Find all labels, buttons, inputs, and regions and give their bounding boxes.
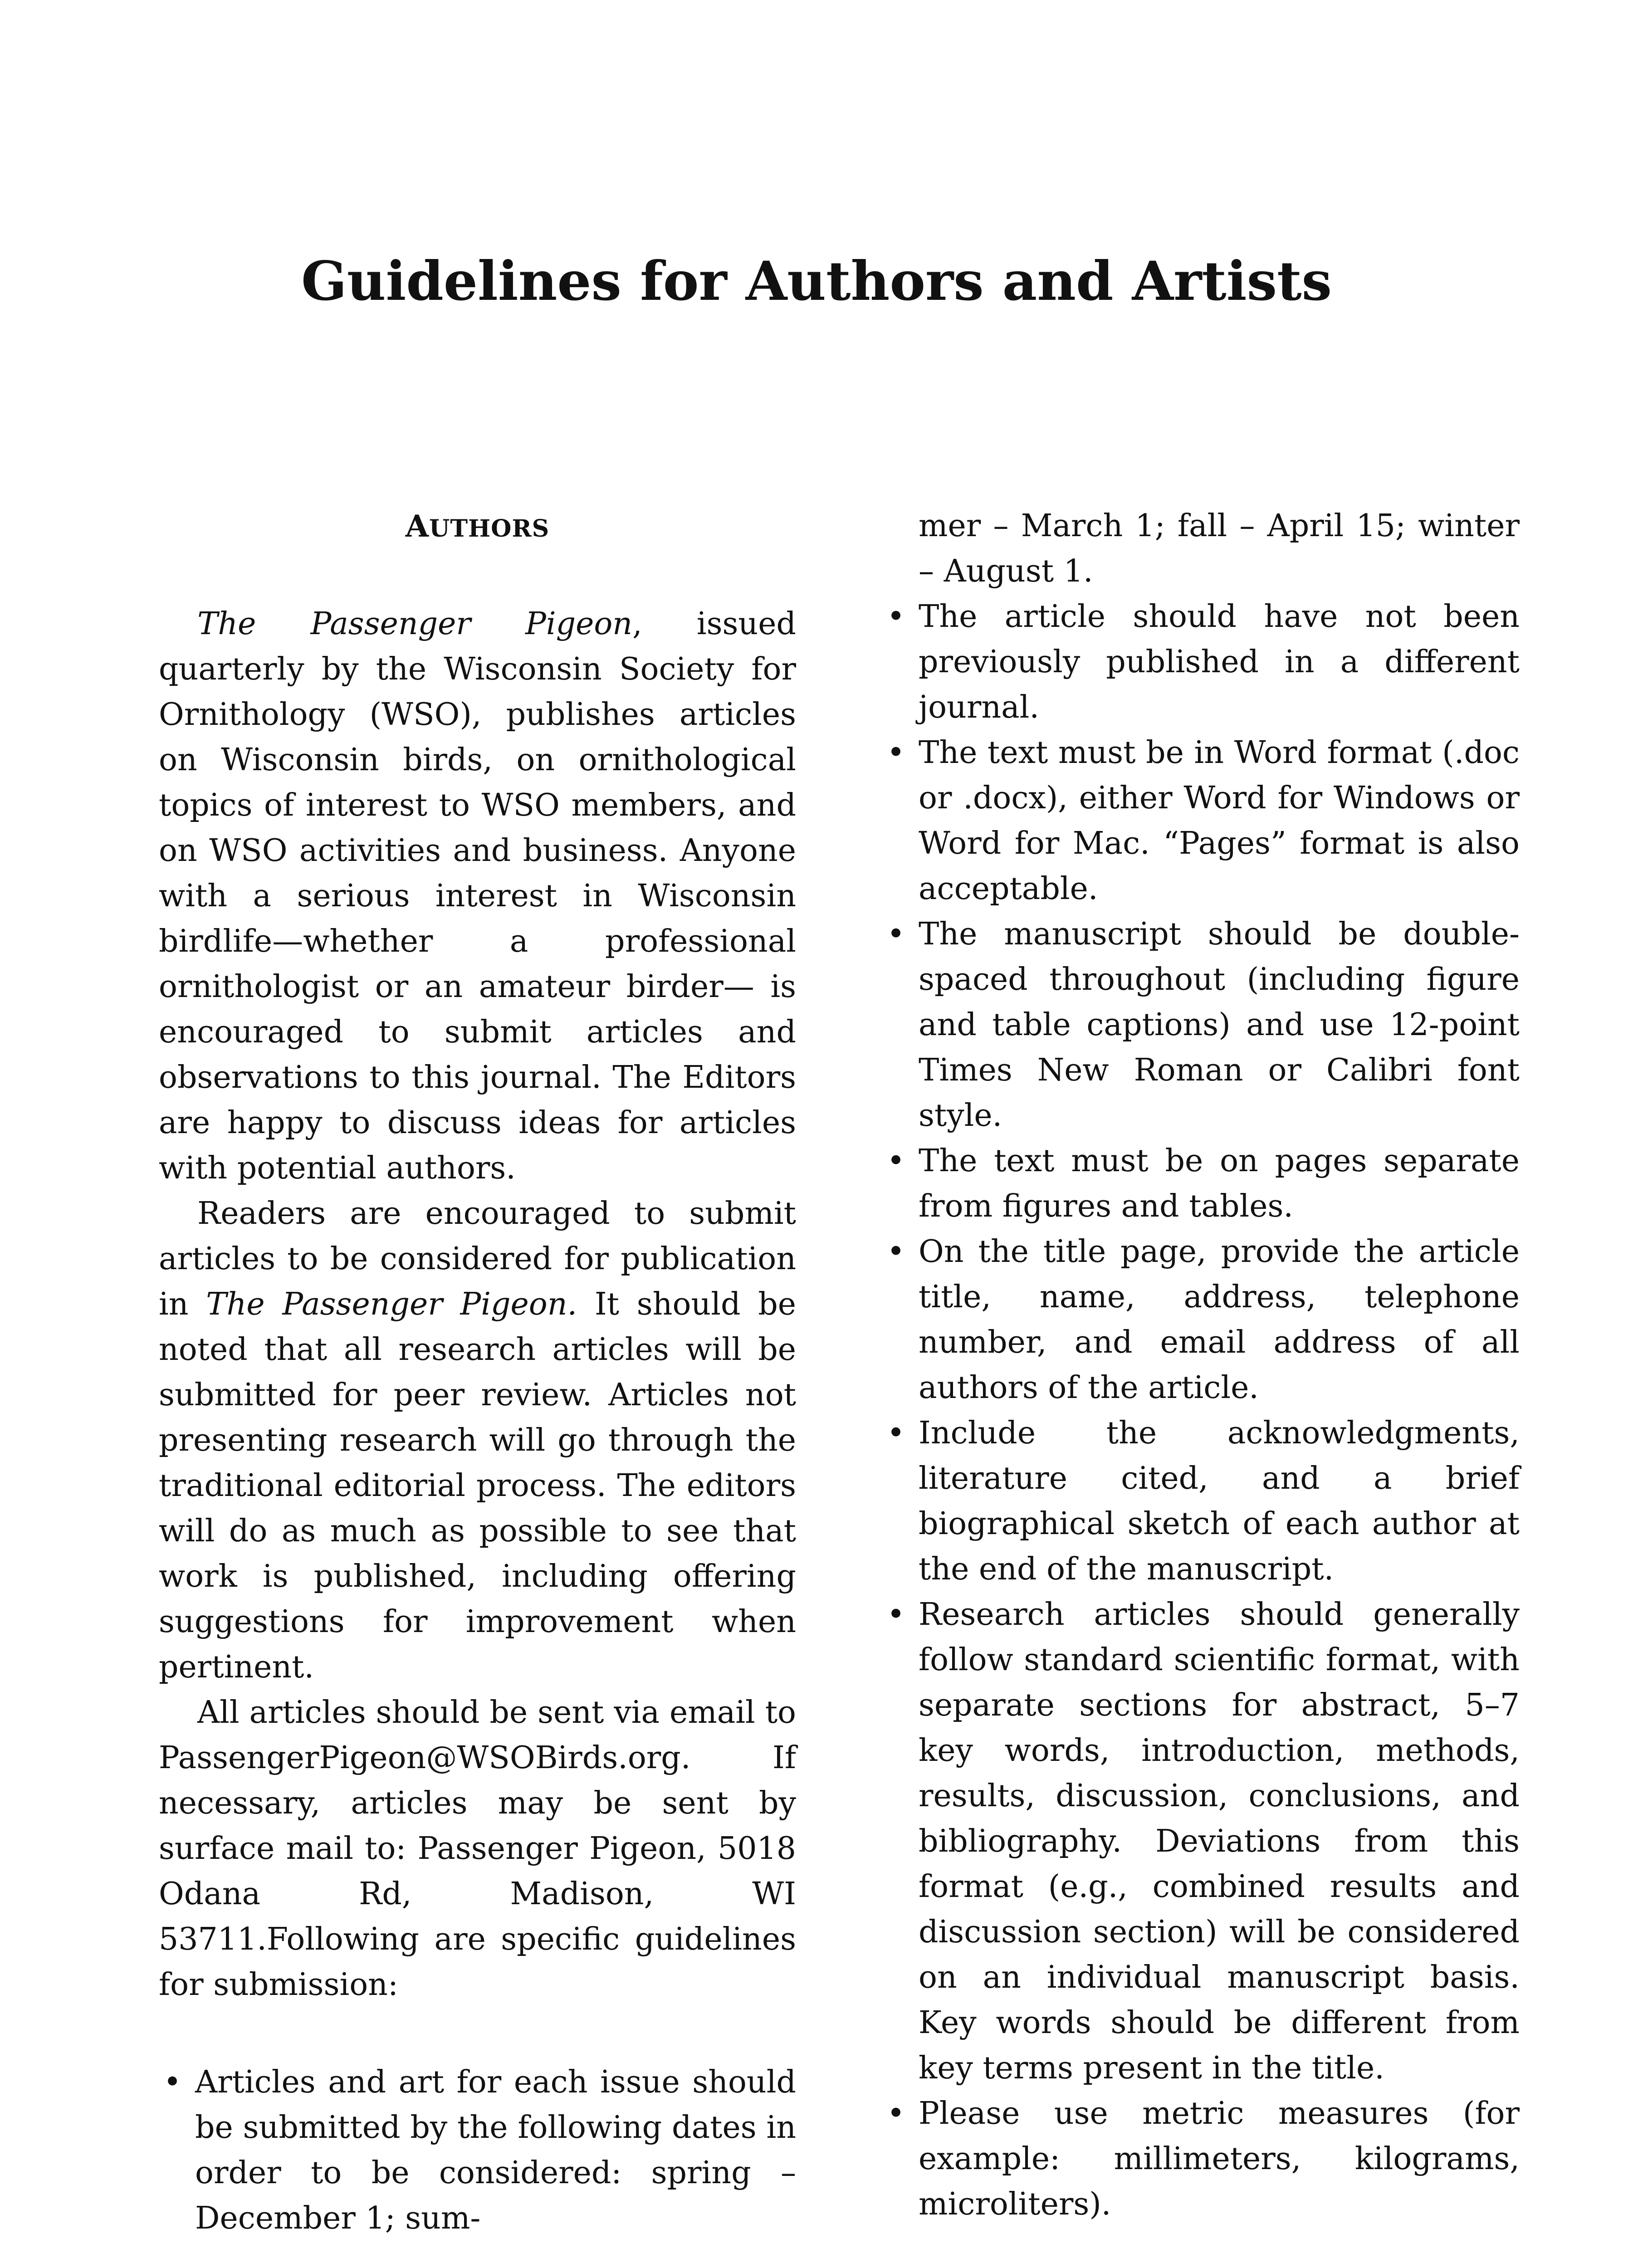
list-item bbox=[882, 1411, 1520, 1592]
bullet-icon: • bbox=[887, 1415, 905, 1451]
journal-name-inline: The Passenger Pigeon. bbox=[206, 1286, 577, 1322]
list-item-text: On the title page, provide the article title, name, address, telephone number, and email address of all authors of the article. bbox=[919, 1234, 1520, 1406]
list-item-text: Please use metric measures (for example: millimeters, kilograms, microliters). bbox=[919, 2096, 1520, 2222]
list-item bbox=[882, 1592, 1520, 2091]
heading-rest: UTHORS bbox=[429, 515, 550, 543]
guidelines-list-left bbox=[159, 2060, 796, 2241]
list-item bbox=[882, 912, 1520, 1139]
bullet-icon: • bbox=[887, 1597, 905, 1633]
list-item bbox=[882, 730, 1520, 912]
submission-text-after: It should be noted that all research articles will be submitted for peer review. Articles not presenting research will go through the traditional editorial process. The editors will do as much as possible to see that work is published, including offering suggestions for improvement when pertinent. bbox=[159, 1286, 796, 1685]
section-heading-authors bbox=[159, 503, 796, 552]
intro-text: , issued quarterly by the Wisconsin Society for Ornithology (WSO), publishes articles on Wisconsin birds, on ornithological topics of interest to WSO members, and on WSO activities and business. Anyone with a serious interest in Wisconsin birdlife—whether a professional ornithologist or an amateur birder— is encouraged to submit articles and observations to this journal. The Editors are happy to discuss ideas for articles with potential authors. bbox=[159, 606, 796, 1186]
bullet-icon: • bbox=[887, 735, 905, 771]
list-item bbox=[159, 2060, 796, 2241]
list-item-text: Include the acknowledgments, literature cited, and a brief biographical sketch of each author at the end of the manuscript. bbox=[919, 1415, 1520, 1587]
bullet-icon: • bbox=[887, 1234, 905, 1270]
bullet-icon: • bbox=[887, 1143, 905, 1179]
right-column bbox=[882, 503, 1520, 2227]
left-column bbox=[159, 503, 796, 2241]
list-item-text: The text must be on pages separate from figures and tables. bbox=[919, 1143, 1520, 1224]
list-item-continuation: mer – March 1; fall – April 15; winter – August 1. bbox=[919, 508, 1520, 589]
submission-paragraph bbox=[159, 1191, 796, 1690]
list-item-text: The article should have not been previously published in a different journal. bbox=[919, 599, 1520, 725]
contact-paragraph: All articles should be sent via email to PassengerPigeon@WSOBirds.org. If necessary, articles may be sent by surface mail to: Passenger Pigeon, 5018 Odana Rd, Madison, WI 53711.Following are specific guidelines for submission: bbox=[159, 1695, 796, 2003]
list-item-text: Articles and art for each issue should be submitted by the following dates in order to be considered: spring – December 1; sum- bbox=[195, 2064, 796, 2236]
page-title: Guidelines for Authors and Artists bbox=[301, 249, 1332, 313]
list-item bbox=[882, 1139, 1520, 1229]
heading-initial: A bbox=[405, 508, 429, 544]
list-item-text: Research articles should generally follow standard scientific format, with separate sections for abstract, 5–7 key words, introduction, methods, results, discussion, conclusions, and bibliography. Deviations from this format (e.g., combined results and discussion section) will be considered on an individual manuscript basis. Key words should be different from key terms present in the title. bbox=[919, 1597, 1520, 2086]
list-item bbox=[882, 1229, 1520, 1411]
submission-text-before: Readers are encouraged to submit articles to be considered for publication in bbox=[159, 1196, 796, 1322]
bullet-icon: • bbox=[887, 916, 905, 952]
list-item-text: The text must be in Word format (.doc or .docx), either Word for Windows or Word for Mac. “Pages” format is also acceptable. bbox=[919, 735, 1520, 907]
guidelines-list-right bbox=[882, 594, 1520, 2227]
list-item bbox=[882, 594, 1520, 730]
list-item bbox=[882, 2091, 1520, 2227]
intro-paragraph bbox=[159, 601, 796, 1191]
bullet-icon: • bbox=[163, 2064, 182, 2100]
bullet-icon: • bbox=[887, 599, 905, 635]
bullet-icon: • bbox=[887, 2096, 905, 2131]
list-item-text: The manuscript should be double-spaced throughout (including figure and table captions) and use 12-point Times New Roman or Calibri font style. bbox=[919, 916, 1520, 1134]
journal-name: The Passenger Pigeon bbox=[197, 606, 633, 642]
